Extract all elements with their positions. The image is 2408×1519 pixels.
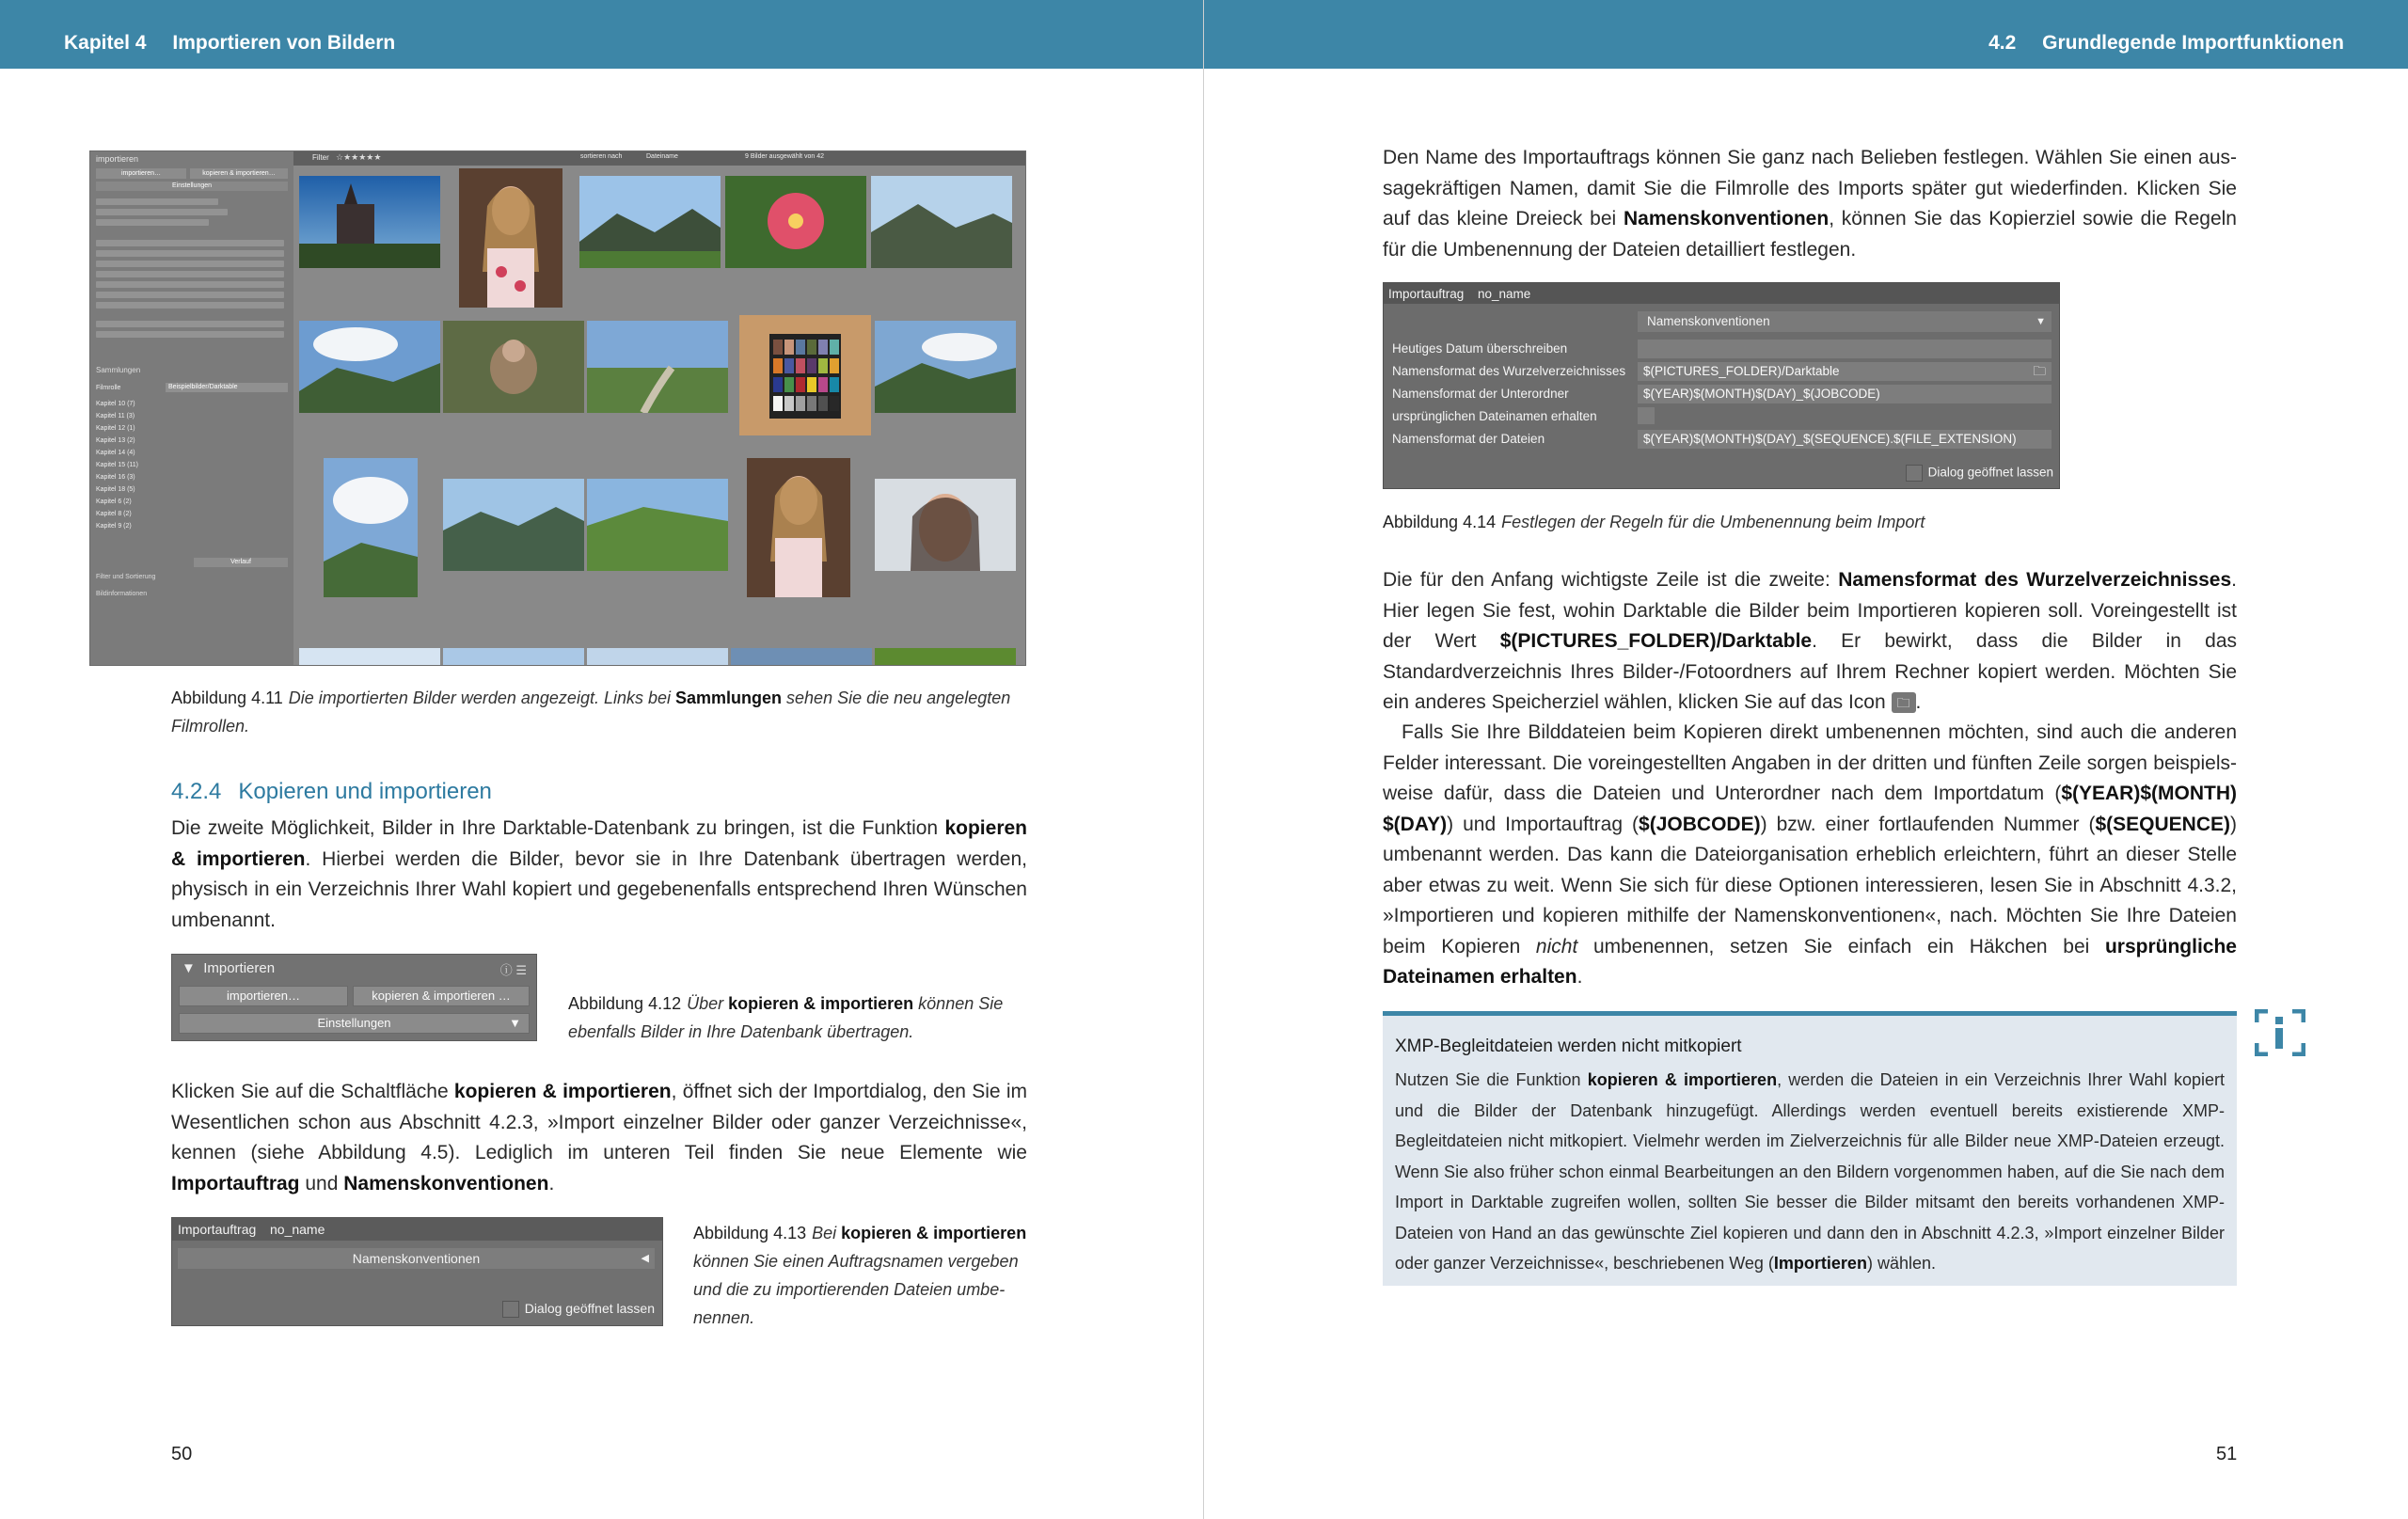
text: . — [1576, 966, 1583, 988]
screenshot-left-panel — [90, 151, 293, 665]
caption-text: können Sie einen Auftragsnamen vergeben und die zu importierenden Dateien umbenennen. — [693, 1252, 1019, 1327]
text: Die für den Anfang wichtigste Zeile ist die zweite: — [1383, 569, 1839, 591]
caption-label: Abbildung 4.11 — [171, 688, 283, 707]
job-name-input[interactable]: no_name — [1478, 287, 1531, 301]
thumb-portrait-woman-1 — [459, 168, 562, 308]
color-patch — [796, 377, 805, 392]
keep-open-option[interactable] — [1906, 465, 2053, 482]
preset-icons: ⓘ ☰ — [499, 963, 527, 977]
bold-term: ursprüngliche Dateinamen erhalten — [1383, 935, 2237, 988]
import-module-widget — [171, 954, 537, 1041]
color-patch — [830, 340, 839, 355]
panel-settings: Einstellungen — [96, 182, 288, 191]
caption-4-14 — [1383, 508, 2237, 536]
bold-term: $(YEAR)$(MONTH) $(DAY) — [1383, 783, 2237, 835]
bold-term: Importieren — [1773, 1254, 1867, 1273]
subfolder-pattern-field[interactable]: $(YEAR)$(MONTH)$(DAY)_$(JOBCODE) — [1638, 385, 2052, 403]
thumb-red-flower — [725, 176, 866, 268]
naming-conventions-toggle[interactable] — [1638, 311, 2052, 332]
screenshot-darktable-lighttable — [89, 150, 1026, 666]
panel-history-button: Verlauf — [194, 558, 288, 567]
copy-import-button[interactable]: kopieren & importieren … — [353, 986, 530, 1006]
filmroll-item: Kapitel 8 (2) — [96, 511, 132, 517]
bold-term: kopieren & importieren — [171, 817, 1027, 870]
caption-label: Abbildung 4.14 — [1383, 513, 1497, 531]
color-patch — [807, 340, 816, 355]
settings-button[interactable] — [179, 1013, 530, 1034]
text: ) und Importauftrag ( — [1447, 813, 1640, 835]
filmroll-item: Kapitel 16 (3) — [96, 474, 135, 481]
color-patch — [796, 340, 805, 355]
caption-text: Festlegen der Regeln für die Umbenennung beim Import — [1501, 513, 1925, 531]
text: Nutzen Sie die Funktion — [1395, 1070, 1588, 1089]
date-override-field[interactable] — [1638, 340, 2052, 358]
naming-label: Namenskonventionen — [1647, 314, 1770, 328]
panel-copy-button: kopieren & importieren… — [190, 168, 288, 179]
filmroll-item: Kapitel 13 (2) — [96, 437, 135, 444]
text: umbenennen, setzen Sie einfach ein Häkchen bei — [1577, 935, 2105, 957]
color-patch — [807, 358, 816, 373]
row-label: Namensformat der Unterordner — [1392, 387, 1569, 401]
bold-term: Namensformat des Wurzelverzeichnisses — [1838, 569, 2232, 591]
caption-4-13 — [693, 1219, 1027, 1332]
caption-text: können Sie ebenfalls Bilder in Ihre Datenbank übertragen. — [568, 994, 1004, 1041]
job-label: Importauftrag — [178, 1222, 257, 1237]
caption-label: Abbildung 4.13 — [693, 1224, 807, 1242]
page-number: 51 — [2216, 1444, 2238, 1464]
paragraph — [1383, 143, 2237, 265]
field-value: $(PICTURES_FOLDER)/Darktable — [1643, 364, 1840, 378]
color-patch — [784, 396, 794, 411]
info-icon — [2255, 1009, 2305, 1056]
keep-open-label: Dialog geöffnet lassen — [1927, 465, 2053, 480]
topbar-stars: ☆★★★★★ — [336, 152, 382, 162]
text: Falls Sie Ihre Bilddateien beim Kopieren direkt umbenennen möchten, sind auch die anderen Felder interessant. Die voreingestellten Angaben in der dritten und fünften Zeile sorgen beispielsweise dafür, dass die Dateien und Unterordner nach dem Importdatum ( — [1383, 721, 2237, 804]
color-patch — [773, 358, 783, 373]
panel-collections: Sammlungen — [96, 366, 141, 374]
row-label: ursprünglichen Dateinamen erhalten — [1392, 409, 1597, 423]
job-label: Importauftrag — [1388, 287, 1465, 301]
color-patch — [773, 396, 783, 411]
folder-icon[interactable]: 🗀 — [2033, 364, 2046, 378]
text: . Hier legen Sie fest, wohin Darktable die Bilder beim Importieren kopieren soll. Voreingestellt ist der Wert — [1383, 569, 2238, 652]
keep-open-label: Dialog geöffnet lassen — [524, 1301, 655, 1316]
filmroll-item: Kapitel 14 (4) — [96, 450, 135, 456]
filmroll-item: Kapitel 6 (2) — [96, 498, 132, 505]
bold-term: $(SEQUENCE) — [2095, 813, 2230, 835]
filmroll-item: Kapitel 10 (7) — [96, 401, 135, 407]
thumb-mountains-1 — [579, 176, 721, 268]
topbar-sort-value: Dateiname — [646, 153, 678, 160]
section-title: Grundlegende Importfunktionen — [2042, 32, 2344, 54]
text: ) wählen. — [1866, 1254, 1936, 1273]
thumbnail-grid — [297, 168, 1025, 665]
thumb-portrait-woman-2 — [747, 458, 850, 597]
thumb-meadow — [587, 479, 728, 571]
panel-filmroll-list — [96, 398, 138, 532]
filmroll-item: Kapitel 11 (3) — [96, 413, 135, 419]
section-number: 4.2 — [1988, 32, 2017, 54]
triangle-down-icon: ▼ — [2036, 316, 2046, 327]
filmroll-item: Kapitel 12 (1) — [96, 425, 135, 432]
page-number: 50 — [171, 1444, 193, 1464]
naming-conventions-dialog — [1383, 282, 2060, 489]
panel-filmroll-value: Beispielbilder/Darktable — [166, 383, 288, 392]
section-heading — [171, 779, 492, 805]
keep-open-checkbox[interactable] — [1906, 465, 1923, 482]
filmroll-item: Kapitel 15 (11) — [96, 462, 139, 468]
bold-term: Namenskonventionen — [343, 1172, 549, 1195]
caption-text: sehen Sie die neu angelegten Filmrollen. — [171, 688, 1011, 736]
caption-bold: Sammlungen — [675, 688, 783, 707]
import-job-widget — [171, 1217, 663, 1326]
naming-conventions-toggle[interactable] — [178, 1248, 655, 1269]
color-patch — [773, 340, 783, 355]
text: . Hierbei werden die Bilder, bevor sie in Ihre Datenbank übertragen werden, physisch in ein Verzeichnis Ihrer Wahl kopiert und gegebenenfalls entsprechend Ihren Wünschen umbenannt. — [171, 847, 1027, 931]
panel-title: importieren — [96, 154, 139, 164]
panel-filmroll-label: Filmrolle — [96, 385, 121, 391]
caption-label: Abbildung 4.12 — [568, 994, 682, 1013]
section-number: 4.2.4 — [171, 779, 222, 804]
chapter-label — [64, 32, 395, 55]
keep-open-option[interactable] — [502, 1301, 655, 1318]
triangle-left-icon: ◀ — [641, 1253, 649, 1264]
bold-term: kopieren & importieren — [1587, 1070, 1778, 1089]
text: . — [1915, 691, 1922, 713]
text: Klicken Sie auf die Schaltfläche — [171, 1081, 454, 1102]
color-patch — [784, 377, 794, 392]
text: und — [299, 1172, 344, 1195]
italic-term: nicht — [1535, 935, 1578, 957]
caption-text: Bei — [812, 1224, 842, 1242]
bold-term: $(JOBCODE) — [1639, 813, 1761, 835]
row-label: Namensformat des Wurzelverzeichnisses — [1392, 364, 1626, 378]
folder-icon: 🗀 — [1892, 692, 1916, 713]
keep-filenames-checkbox[interactable] — [1638, 407, 1655, 424]
color-patch — [796, 358, 805, 373]
root-folder-pattern-field[interactable] — [1638, 362, 2052, 381]
panel-filter-sort: Filter und Sortierung — [96, 574, 156, 580]
text: . — [548, 1172, 555, 1195]
text: ) bzw. einer fortlaufenden Nummer ( — [1760, 813, 2096, 835]
thumb-color-checker — [739, 315, 871, 435]
color-patch — [818, 377, 828, 392]
color-patch — [830, 396, 839, 411]
thumb-portrait-close — [875, 479, 1016, 571]
screenshot-top-bar — [293, 151, 1025, 166]
filmroll-item: Kapitel 9 (2) — [96, 523, 132, 530]
job-row — [172, 1218, 662, 1241]
thumb-path — [587, 321, 728, 413]
filmroll-item: Kapitel 18 (5) — [96, 486, 135, 493]
section-title: Kopieren und importieren — [238, 779, 492, 804]
caption-4-11 — [171, 684, 1027, 740]
info-box-title: XMP-Begleitdateien werden nicht mitkopiert — [1395, 1036, 1742, 1056]
chapter-number: Kapitel 4 — [64, 32, 147, 54]
widget-title-text: Importieren — [203, 960, 276, 976]
text: Die zweite Möglichkeit, Bilder in Ihre Darktable-Datenbank zu bringen, ist die Funktion — [171, 817, 945, 839]
panel-import-button: importieren… — [96, 168, 186, 179]
thumb-mountains-3 — [875, 321, 1016, 413]
color-patch — [773, 377, 783, 392]
color-patch — [830, 358, 839, 373]
chevron-down-icon: ▼ — [509, 1016, 521, 1030]
thumb-monkey — [443, 321, 584, 413]
caption-bold: kopieren & importieren — [728, 994, 914, 1013]
thumb-tall-clouds — [324, 458, 418, 597]
text: Den Name des Importauftrags können Sie ganz nach Belieben festlegen. Wählen Sie einen aussagekräftigen Namen, damit Sie die Filmrolle des Imports später gut wiederfinden. Klicken Sie auf das kleine Dreieck bei — [1383, 147, 2237, 229]
text: , können Sie das Kopierziel sowie die Regeln für die Umbenennung der Dateien detailliert festlegen. — [1383, 208, 2237, 261]
widget-title: ▼ Importieren — [182, 960, 276, 976]
paragraph — [1383, 718, 2237, 993]
color-patch — [796, 396, 805, 411]
text: , öffnet sich der Importdialog, den Sie im Wesentlichen schon aus Abschnitt 4.2.3, »Import einzelner Bilder oder ganzer Verzeichnisse«, kennen (siehe Abbildung 4.5). Lediglich im unteren Teil finden Sie neue Elemente wie — [171, 1081, 1027, 1163]
color-patch — [830, 377, 839, 392]
color-patch — [818, 358, 828, 373]
chapter-title: Importieren von Bildern — [172, 32, 396, 54]
thumb-mountains-2 — [871, 176, 1012, 268]
info-box-text — [1395, 1065, 2225, 1279]
bold-term: Importauftrag — [171, 1172, 300, 1195]
file-name-pattern-field[interactable]: $(YEAR)$(MONTH)$(DAY)_$(SEQUENCE).$(FILE_EXTENSION) — [1638, 430, 2052, 449]
topbar-count: 9 Bilder ausgewählt von 42 — [745, 153, 825, 160]
left-running-header — [0, 0, 1203, 69]
caption-bold: kopieren & importieren — [841, 1224, 1027, 1242]
thumb-mountains-4 — [443, 479, 584, 571]
topbar-filter: Filter — [312, 153, 329, 162]
color-patch — [807, 396, 816, 411]
paragraph — [171, 1077, 1027, 1199]
settings-label: Einstellungen — [317, 1016, 391, 1030]
right-running-header — [1204, 0, 2408, 69]
color-patch — [784, 340, 794, 355]
section-label — [1988, 32, 2344, 55]
bold-term: $(PICTURES_FOLDER)/Darktable — [1499, 630, 1813, 652]
row-label: Namensformat der Dateien — [1392, 432, 1545, 446]
caption-4-12 — [568, 989, 1027, 1046]
job-name-input[interactable]: no_name — [270, 1222, 325, 1237]
caption-text: Über — [687, 994, 729, 1013]
bold-term: Namenskonventionen — [1623, 208, 1830, 229]
text: ) umbenannt werden. Das kann die Dateiorganisation erheblich erleichtern, führt an dieser Stelle aber etwas zu weit. Wenn Sie sich für diese Optionen interessieren, lesen Sie in Abschnitt 4.3.2, »Importieren und kopieren mithilfe der Namenskonventionen«, nach. Möchten Sie Ihre Dateien beim Kopieren — [1383, 813, 2237, 957]
import-button[interactable]: importieren… — [179, 986, 348, 1006]
info-box — [1383, 1011, 2237, 1286]
text: . Er bewirkt, dass die Bilder in das Standardverzeichnis Ihres Bilder-/Fotoordners auf Ihrem Rechner kopiert werden. Möchten Sie ein anderes Speicherziel wählen, klicken Sie auf das Icon — [1383, 630, 2238, 713]
keep-open-checkbox[interactable] — [502, 1301, 519, 1318]
naming-label: Namenskonventionen — [352, 1251, 481, 1266]
bold-term: kopieren & importieren — [453, 1081, 672, 1102]
job-row — [1384, 283, 2059, 304]
topbar-sort: sortieren nach — [580, 153, 623, 160]
thumb-valley-clouds — [299, 321, 440, 413]
color-patch — [818, 340, 828, 355]
color-patch — [784, 358, 794, 373]
text: , werden die Dateien in ein Verzeichnis Ihrer Wahl kopiert und die Bilder der Datenbank hinzugefügt. Allerdings werden eventuell bereits existierende XMP-Begleitdateien nicht mitkopiert. Vielmehr werden im Zielverzeichnis für alle Bilder neue XMP-Dateien erzeugt. Wenn Sie also früher schon einmal Bearbeitungen an den Bildern vorgenommen haben, auf die Sie nach dem Import in Darktable zugreifen wollen, sollten Sie besser die Bilder mitsamt den bereits vorhandenen XMP-Dateien von Hand an das gewünschte Ziel kopieren und dann den in Abschnitt 4.2.3, »Import einzelner Bilder oder ganzer Verzeichnisse«, beschriebenen Weg ( — [1395, 1070, 2225, 1273]
thumb-castle — [299, 176, 440, 268]
row-label: Heutiges Datum überschreiben — [1392, 341, 1568, 356]
caption-text: Die importierten Bilder werden angezeigt. Links bei — [288, 688, 675, 707]
paragraph — [171, 814, 1027, 936]
color-patch — [807, 377, 816, 392]
paragraph — [1383, 565, 2237, 719]
color-patch — [818, 396, 828, 411]
panel-image-info: Bildinformationen — [96, 591, 148, 597]
